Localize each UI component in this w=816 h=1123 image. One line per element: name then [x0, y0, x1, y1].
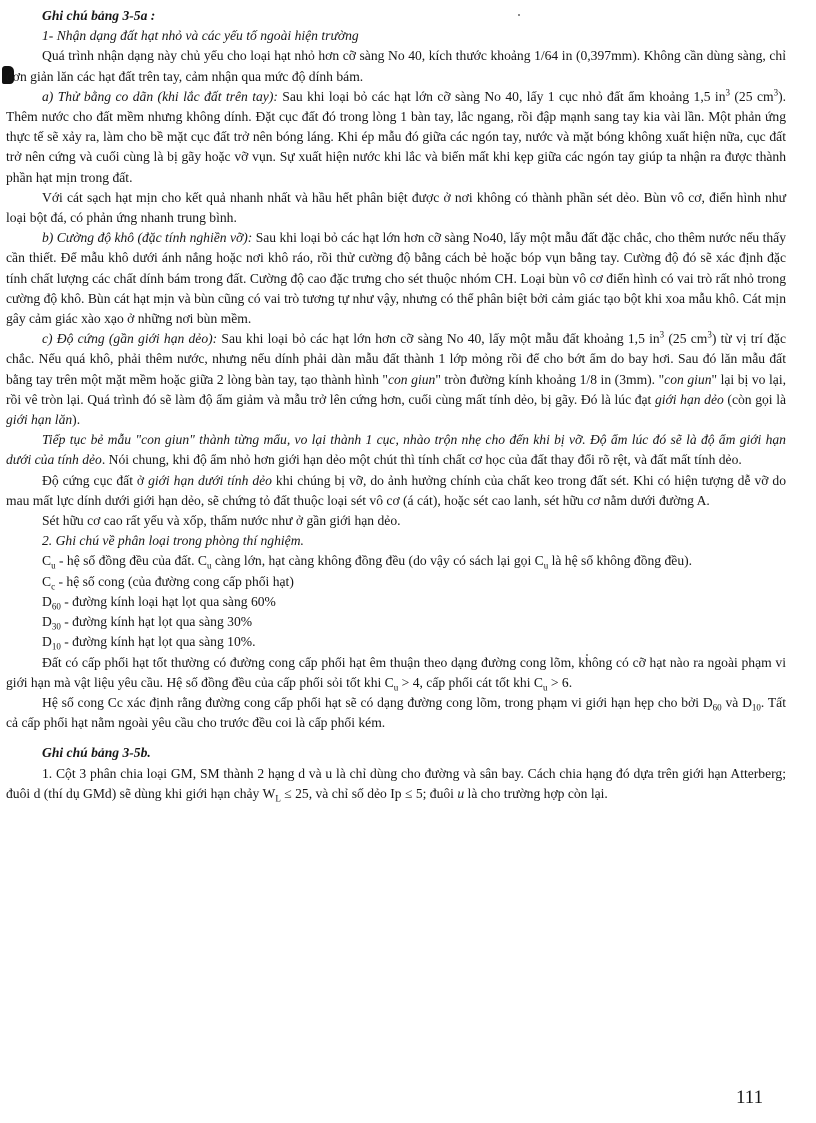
paragraph-grading: Đất có cấp phối hạt tốt thường có đường cong cấp phối hạt êm thuận theo dạng đường cong lõm, không có cỡ hạt nào ra ngoài phạm vi giới hạn mà vật liệu yêu cầu. Hệ số đồng đều của cấp phối sỏi tốt khi $C_u > 4$, cấp phối cát tốt khi $C_u > 6$.	[6, 654, 786, 693]
paragraph-b-note-1: 1. Cột 3 phân chia loại GM, SM thành 2 hạng d và u là chỉ dùng cho đường và sân bay. Cách chia hạng đó dựa trên giới hạn Atterberg; đuôi d (thí dụ GMd) sẽ dùng khi giới hạn chảy $W_L \le 25$, và chỉ số dẻo Ip ≤ 5; đuôi u là cho trường hợp còn lại.	[6, 765, 786, 804]
definition-d30: $D_{30}$ - đường kính hạt lọt qua sàng 30%	[42, 614, 253, 632]
paragraph-organic: Sét hữu cơ cao rất yếu và xốp, thấm nước như ở gần giới hạn dẻo.	[42, 513, 401, 529]
item-a-title: a) Thử bằng co dãn (khi lắc đất trên tay):	[42, 88, 278, 104]
page-number: 111	[736, 1087, 764, 1108]
heading-note-3-5a: Ghi chú bảng 3-5a :	[42, 8, 156, 23]
heading-note-3-5b: Ghi chú bảng 3-5b.	[42, 745, 151, 761]
section-2-title: 2. Ghi chú về phân loại trong phòng thí nghiệm.	[42, 533, 304, 549]
paragraph-sand: Với cát sạch hạt mịn cho kết quả nhanh nhất và hầu hết phân biệt được ở nơi không có thành phần sét dẻo. Bùn vô cơ, điển hình như loại bột đá, có phản ứng nhanh trung bình.	[6, 189, 786, 226]
definition-d10: $D_{10}$ - đường kính hạt lọt qua sàng 10%.	[42, 634, 256, 653]
paragraph-hardness: Độ cứng cục đất ở giới hạn dưới tính dẻo khi chúng bị vỡ, do ảnh hưởng chính của chất keo trong đất sét. Khi có hiện tượng dễ vỡ do mau mất lực dính dưới giới hạn dẻo, sẽ chứng tỏ đất thuộc loại sét vô cơ (á cát), hoặc sét cao lanh, sét hữu cơ nằm dưới đường A.	[6, 472, 787, 508]
item-b-title: b) Cường độ khô (đặc tính nghiền vỡ):	[42, 230, 253, 246]
item-c-title: c) Độ cứng (gần giới hạn dẻo):	[42, 331, 218, 347]
definition-d60: $D_{60}$ - đường kính loại hạt lọt qua sàng 60%	[42, 593, 276, 612]
paragraph-cc: Hệ số cong Cc xác định rằng đường cong cấp phối hạt sẽ có dạng đường cong lõm, trong phạm vi giới hạn hẹp cho bởi $D_{60}$ và $D_{10}$. Tất cả cấp phối hạt nằm ngoài yêu cầu cho trước đều coi là cấp phối kém.	[6, 694, 786, 731]
paragraph-c: c) Độ cứng (gần giới hạn dẻo): Sau khi loại bỏ các hạt lớn hơn cỡ sàng No 40, lấy một mẫu đất khoảng 1,5 $in^3$ (25 $cm^3$) từ vị trí đặc chắc. Nếu quá khô, phải thêm nước, nhưng nếu dính phải dàn mẫu đất thành 1 lớp mỏng rồi để cho bớt ẩm do bay hơi. Sau đó lăn mẫu đất bằng tay trên một mặt mềm hoặc giữa 2 lòng bàn tay, tạo thành hình "con giun" tròn đường kính khoảng 1/8 in (3mm). "con giun" lại bị vo lại, rồi vê tròn lại. Quá trình đó sẽ làm độ ẩm giảm và mẫu trở lên cứng hơn, cuối cùng mất tính dẻo, bị gãy. Đó là lúc đạt giới hạn dẻo (còn gọi là giới hạn lăn).	[6, 329, 786, 428]
paragraph-intro: Quá trình nhận dạng này chủ yếu cho loại hạt nhỏ hơn cỡ sàng No 40, kích thước khoảng 1/64 in (0,397mm). Không cần dùng sàng, chỉ đơn giản lăn các hạt đất trên tay, cảm nhận qua mức độ dính bám.	[6, 48, 786, 84]
paragraph-b: b) Cường độ khô (đặc tính nghiền vỡ): Sau khi loại bỏ các hạt lớn hơn cỡ sàng No40, lấy một mẫu đất đặc chắc, cho thêm nước nếu thấy cần thiết. Để mẫu khô dưới ánh nắng hoặc nơi khô ráo, rồi thử cường độ bằng cách bẻ hoặc bóp vụn bằng tay. Cường độ đó sẽ xác định đặc tính chất lượng các chất dính bám trong đất. Cường độ cao đặc trưng cho sét thuộc nhóm CH. Loại bùn vô cơ điển hình có vai trò rất nhỏ trong cường độ khô. Bùn cát hạt mịn và bùn cũng có vai trò tương tự như vậy, nhưng có thể phân biệt bởi cảm giác tạo bột khi xoa mẫu khô. Cát mịn gây cảm giác xào xạo ở những nơi bùn mềm.	[6, 230, 786, 327]
paragraph-cu: $C_u$ - hệ số đồng đều của đất. $C_u$ càng lớn, hạt càng không đồng đều (do vậy có sách lại gọi $C_u$ là hệ số không đồng đều).	[42, 553, 693, 572]
paragraph-a: a) Thử bằng co dãn (khi lắc đất trên tay): Sau khi loại bỏ các hạt lớn cỡ sàng No 40, lấy 1 cục nhỏ đất ẩm khoảng 1,5 $in^3$ (25 $cm^3$). Thêm nước cho đất mềm nhưng không dính. Đặt cục đất đó trong lòng 1 bàn tay, lắc ngang, rồi đập mạnh sang tay kia vài lần. Một phản ứng thực tế sẽ xảy ra, làm cho bề mặt cục đất trở nên bóng láng. Khi ép mẫu đó giữa các ngón tay, nước và mặt bóng không xuất hiện nữa, cục đất trở nên cứng và cuối cùng là bị gãy hoặc vỡ vụn. Sự xuất hiện nước khi lắc và biến mất khi kẹp giữa các ngón tay giúp ta nhận ra được thành phần hạt mịn trong đất.	[6, 87, 786, 185]
definition-cc: $C_c$ - hệ số cong (của đường cong cấp phối hạt)	[42, 573, 294, 592]
paragraph-continue: Tiếp tục bẻ mẫu "con giun" thành từng mẩu, vo lại thành 1 cục, nhào trộn nhẹ cho đến khi bị vỡ. Độ ẩm lúc đó sẽ là độ ẩm giới hạn dưới của tính dẻo. Nói chung, khi độ ẩm nhỏ hơn giới hạn dẻo một chút thì tính chất cơ học của đất thay đổi rõ rệt, và đất mất tính dẻo.	[6, 432, 786, 468]
body-text	[6, 6, 786, 804]
section-1-title: 1- Nhận dạng đất hạt nhỏ và các yếu tố ngoài hiện trường	[42, 28, 359, 44]
